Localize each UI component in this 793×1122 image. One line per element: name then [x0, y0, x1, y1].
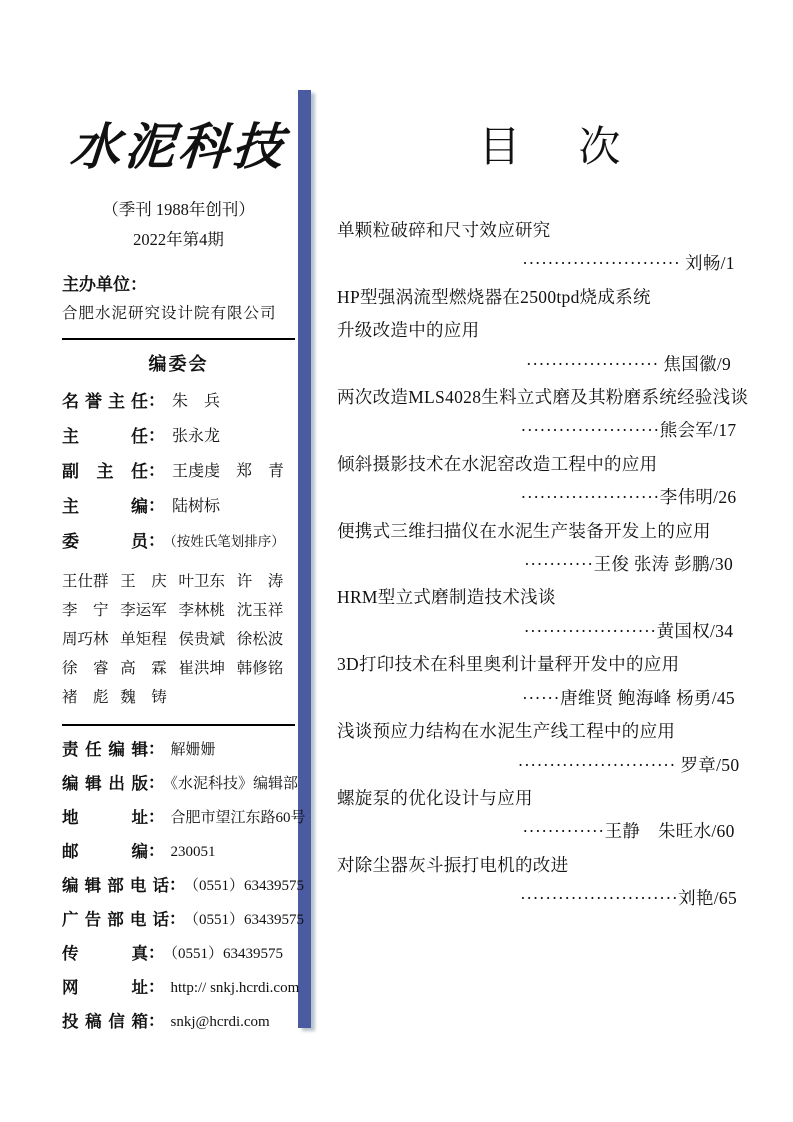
role-colon: ： [148, 461, 165, 480]
member-row [62, 567, 295, 596]
member-name: 叶卫东 [178, 573, 226, 590]
pub-value: 230051 [170, 844, 216, 860]
toc-entry-authors-page: 刘畅/1 [680, 253, 735, 274]
toc-entry-byline [337, 615, 770, 648]
member-name: 崔洪坤 [178, 660, 226, 677]
role-label: 副主任 [62, 462, 148, 481]
organizer-name: 合肥水泥研究设计院有限公司 [62, 305, 277, 322]
toc-entry-authors-page: 李伟明/26 [659, 487, 737, 508]
board-members-list [62, 567, 295, 712]
toc-entry-title: 单颗粒破碎和尺寸效应研究 [337, 220, 551, 240]
member-name: 褚 彪 [62, 689, 109, 706]
toc-entry-byline [337, 481, 770, 514]
member-name: 徐 睿 [62, 660, 109, 677]
member-name: 韩修铭 [236, 660, 284, 677]
pub-value: （0551）63439575 [191, 878, 305, 894]
toc-leader-dots: ····················· [525, 353, 659, 374]
toc-entry-byline [337, 348, 770, 381]
toc-entry-authors-page: 熊会军/17 [659, 420, 737, 441]
toc-entry [337, 648, 770, 715]
pub-info-row [62, 908, 305, 932]
pub-info-row [62, 738, 295, 762]
pub-info-row [62, 840, 295, 864]
pub-colon: ： [148, 978, 165, 996]
role-value: 朱 兵 [172, 393, 221, 410]
pub-info-row [62, 1010, 295, 1034]
member-name [179, 683, 237, 712]
toc-entry-title: HP型强涡流型燃烧器在2500tpd烧成系统 [337, 286, 651, 307]
toc-entry-authors-page: 刘艳/65 [678, 888, 738, 909]
pub-label: 编辑出版 [62, 775, 148, 793]
member-row [62, 596, 295, 625]
journal-website-url: http:// snkj.hcrdi.com [170, 980, 300, 996]
member-row [62, 625, 295, 654]
member-name: 王仕群 [62, 573, 109, 590]
toc-entry [337, 581, 770, 648]
journal-issue: 2022年第4期 [133, 230, 224, 249]
toc-leader-dots: ··········· [523, 554, 594, 575]
pub-colon: ： [148, 774, 165, 792]
toc-leader-dots: ························· [522, 253, 681, 274]
toc-entry [337, 849, 770, 916]
toc-leader-dots: ························· [519, 888, 679, 909]
pub-colon: ： [169, 910, 186, 928]
role-colon: ： [148, 496, 165, 515]
pub-value: 合肥市望江东路60号 [170, 810, 306, 826]
toc-entry-title: 3D打印技术在科里奥利计量秤开发中的应用 [337, 654, 680, 675]
member-name: 许 涛 [236, 573, 284, 590]
role-value: 陆树标 [172, 498, 221, 515]
toc-entry [337, 515, 770, 582]
toc-entry [337, 448, 770, 515]
pub-info-row [62, 806, 306, 830]
toc-leader-dots: ························· [517, 754, 676, 775]
pub-value: 解姗姗 [170, 742, 216, 758]
toc-entry-title: 便携式三维扫描仪在水泥生产装备开发上的应用 [337, 520, 711, 541]
toc-leader-dots: ······················ [520, 420, 660, 441]
pub-label: 责任编辑 [62, 741, 148, 759]
journal-info-column [62, 112, 306, 1034]
toc-entry-authors-page: 王俊 张涛 彭鹏/30 [593, 554, 734, 575]
role-value: 张永龙 [172, 428, 221, 445]
role-value: （按姓氏笔划排序） [170, 534, 285, 549]
member-name: 侯贵斌 [178, 631, 226, 648]
role-label: 名誉主任 [62, 392, 148, 411]
pub-colon: ： [148, 740, 165, 758]
pub-value: （0551）63439575 [191, 912, 305, 928]
toc-entry-byline [337, 749, 770, 782]
member-row [62, 683, 295, 712]
toc-entry [337, 281, 770, 381]
member-name: 周巧林 [62, 631, 109, 648]
toc-leader-dots: ············· [522, 821, 605, 842]
member-name: 王 庆 [120, 573, 167, 590]
toc-entry-byline [337, 815, 770, 848]
publication-info [62, 738, 306, 1034]
pub-value: （0551）63439575 [170, 946, 284, 962]
member-name: 魏 铸 [120, 689, 167, 706]
toc-entry [337, 381, 770, 448]
member-name: 徐松波 [236, 631, 284, 648]
pub-label: 地址 [62, 809, 148, 827]
pub-colon: ： [148, 1012, 165, 1030]
role-label: 主编 [62, 497, 148, 516]
toc-entry-byline [337, 548, 770, 581]
toc-leader-dots: ····················· [523, 620, 657, 641]
toc-entry-authors-page: 罗章/50 [675, 754, 740, 775]
journal-title: 水泥科技 [68, 119, 289, 175]
toc-entry-title: 浅谈预应力结构在水泥生产线工程中的应用 [337, 721, 676, 742]
toc-entry-authors-page: 唐维贤 鲍海峰 杨勇/45 [559, 687, 735, 708]
toc-leader-dots: ······ [522, 687, 560, 708]
role-label: 委员 [62, 532, 148, 551]
pub-label: 编辑部电话 [62, 877, 169, 895]
role-colon: ： [148, 426, 165, 445]
toc-entry-byline [337, 414, 770, 447]
toc-entry-title: 倾斜摄影技术在水泥窑改造工程中的应用 [337, 453, 658, 474]
pub-label: 邮编 [62, 843, 148, 861]
horizontal-rule [62, 724, 295, 726]
toc-entry-authors-page: 焦国徽/9 [658, 353, 732, 374]
board-role-row [62, 390, 295, 413]
horizontal-rule [62, 338, 295, 340]
toc-leader-dots: ······················ [520, 487, 660, 508]
toc-entry-title: 螺旋泵的优化设计与应用 [337, 787, 533, 808]
member-name: 李 宁 [62, 602, 109, 619]
toc-entry [337, 214, 770, 281]
toc-entry [337, 782, 770, 849]
board-role-row [62, 460, 295, 483]
toc-entry-byline [337, 882, 770, 915]
organizer-label: 主办单位： [62, 275, 147, 294]
toc-entry-title: 两次改造MLS4028生料立式磨及其粉磨系统经验浅谈 [337, 387, 749, 408]
role-label: 主任 [62, 427, 148, 446]
pub-value: 《水泥科技》编辑部 [170, 776, 299, 792]
board-role-row [62, 425, 295, 448]
journal-subtitle: （季刊 1988年创刊） [102, 200, 255, 219]
pub-info-row [62, 942, 295, 966]
pub-label: 传真 [62, 945, 148, 963]
pub-colon: ： [169, 876, 186, 894]
board-role-row [62, 530, 295, 553]
member-name: 沈玉祥 [236, 602, 284, 619]
pub-info-row [62, 874, 305, 898]
toc-entry [337, 715, 770, 782]
editorial-board-heading: 编委会 [148, 354, 209, 374]
pub-info-row [62, 772, 299, 796]
member-name: 李林桃 [178, 602, 226, 619]
member-name: 高 霖 [120, 660, 167, 677]
member-name: 李运军 [120, 602, 167, 619]
toc-column [337, 118, 770, 916]
toc-entry-authors-page: 黄国权/34 [656, 620, 734, 641]
member-name: 单矩程 [120, 631, 167, 648]
pub-label: 网址 [62, 979, 148, 997]
member-row [62, 654, 295, 683]
toc-entry-byline [337, 682, 770, 715]
toc-entry-byline [337, 247, 770, 280]
toc-entry-title: 升级改造中的应用 [337, 320, 480, 341]
role-value: 王虔虔 郑 青 [172, 463, 285, 480]
editorial-board-roles [62, 390, 295, 553]
pub-colon: ： [148, 944, 165, 962]
toc-entry-title: HRM型立式磨制造技术浅谈 [337, 587, 556, 608]
toc-entry-authors-page: 王静 朱旺水/60 [604, 821, 735, 842]
pub-label: 广告部电话 [62, 911, 169, 929]
pub-info-row [62, 976, 300, 1000]
pub-colon: ： [148, 808, 165, 826]
submission-email: snkj@hcrdi.com [170, 1014, 270, 1030]
pub-label: 投稿信箱 [62, 1013, 148, 1031]
role-colon: ： [148, 391, 165, 410]
role-colon: ： [148, 531, 165, 550]
toc-entry-title: 对除尘器灰斗振打电机的改进 [337, 854, 569, 875]
board-role-row [62, 495, 295, 518]
member-name [237, 683, 295, 712]
toc-heading: 目 次 [478, 125, 629, 171]
pub-colon: ： [148, 842, 165, 860]
